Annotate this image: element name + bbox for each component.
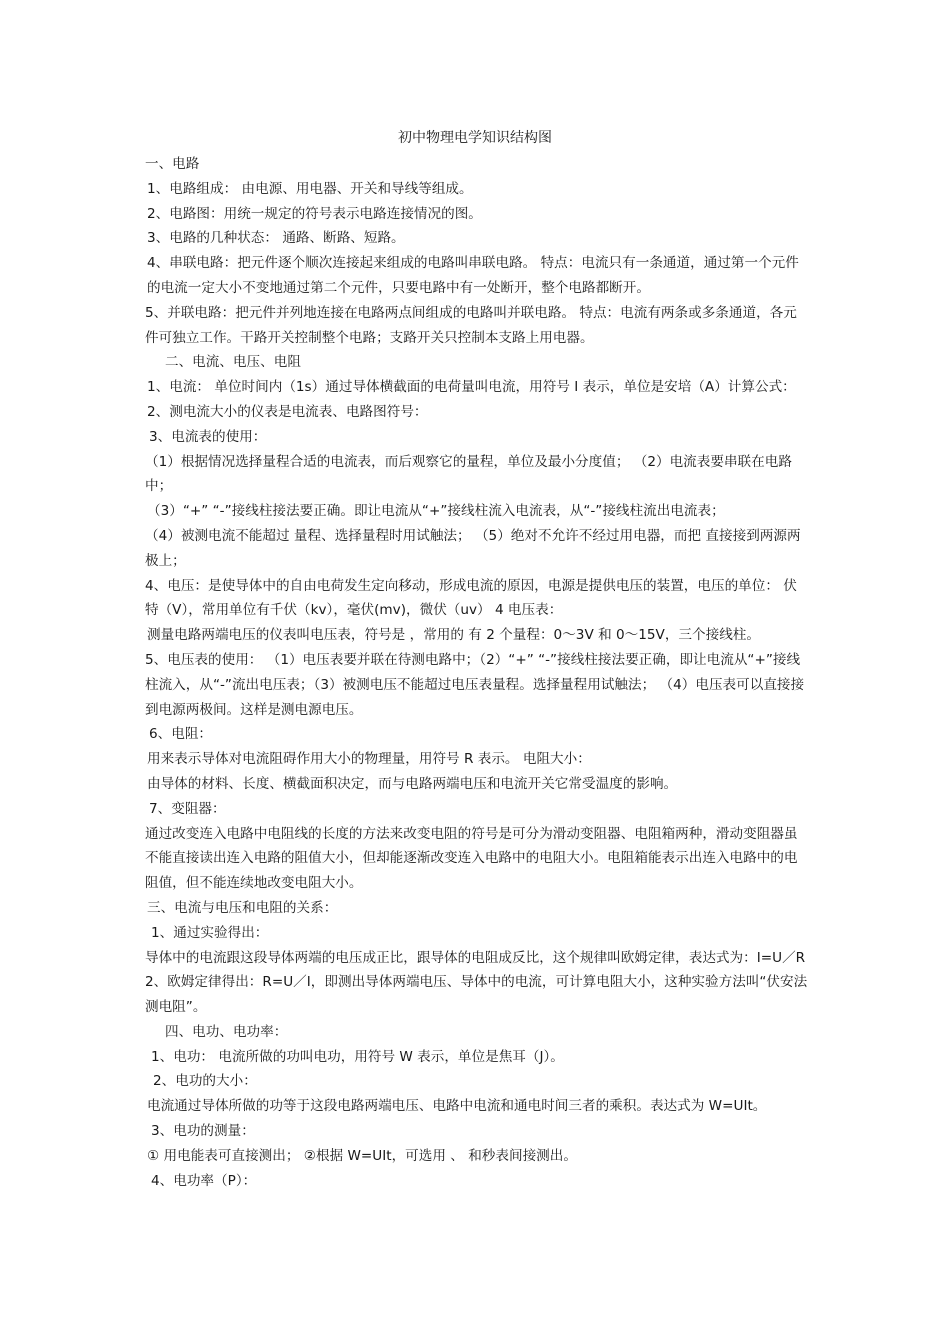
paragraph-line: 测量电路两端电压的仪表叫电压表，符号是 ，常用的 有 2 个量程：0～3V 和 0～15V，三个接线柱。: [147, 627, 760, 644]
paragraph-line: 由导体的材料、长度、横截面积决定，而与电路两端电压和电流开关它常受温度的影响。: [147, 775, 678, 792]
paragraph-line: 5、电压表的使用： （1）电压表要并联在待测电路中；（2）“+” “-”接线柱接法要正确，即让电流从“+”接线柱流入，从“-”流出电压表；（3）被测电压不能超过电压表量程。选择量程用试触法； （4）电压表可以直接接到电源两极间。这样是测电源电压。: [145, 651, 805, 718]
section-heading: 6、电阻：: [149, 726, 213, 743]
paragraph-line: 4、串联电路：把元件逐个顺次连接起来组成的电路叫串联电路。 特点：电流只有一条通道，通过第一个元件的电流一定大小不变地通过第二个元件，只要电路中有一处断开，整个电路都断开。: [147, 255, 799, 296]
section-heading: 四、电功、电功率：: [165, 1023, 288, 1040]
paragraph-line: （3）“+” “-”接线柱接法要正确。即让电流从“+”接线柱流入电流表，从“-”接线柱流出电流表；: [147, 503, 725, 520]
paragraph-line: 导体中的电流跟这段导体两端的电压成正比，跟导体的电阻成反比，这个规律叫欧姆定律，表达式为：I=U／R: [145, 949, 806, 966]
paragraph-line: 1、通过实验得出：: [151, 924, 269, 941]
paragraph-line: 2、电路图：用统一规定的符号表示电路连接情况的图。: [147, 205, 482, 222]
paragraph-line: 3、电流表的使用：: [149, 428, 267, 445]
paragraph-line: 通过改变连入电路中电阻线的长度的方法来改变电阻的符号是可分为滑动变阻器、电阻箱两种，滑动变阻器虽不能直接读出连入电路的阻值大小，但却能逐渐改变连入电路中的电阻大小。电阻箱能表示出连入电路中的电阻值，但不能连续地改变电阻大小。: [145, 825, 798, 892]
paragraph-line: （1）根据情况选择量程合适的电流表，而后观察它的量程，单位及最小分度值； （2）电流表要串联在电路中；: [145, 453, 792, 495]
document-body: [145, 152, 810, 1193]
paragraph-line: 1、电流： 单位时间内（1s）通过导体横截面的电荷量叫电流，用符号 I 表示，单位是安培（A）计算公式：: [147, 379, 796, 396]
section-heading: 7、变阻器：: [149, 800, 226, 817]
paragraph-line: 4、电压：是使导体中的自由电荷发生定向移动，形成电流的原因，电源是提供电压的装置，电压的单位： 伏特（V），常用单位有千伏（kv），毫伏(mv)，微伏（uv） 4 电压表：: [145, 577, 797, 619]
paragraph-line: 2、测电流大小的仪表是电流表、电路图符号：: [147, 403, 428, 420]
paragraph-line: ① 用电能表可直接测出； ②根据 W=UIt，可选用 、 和秒表间接测出。: [147, 1147, 577, 1164]
paragraph-line: 2、欧姆定律得出：R=U／I，即测出导体两端电压、导体中的电流，可计算电阻大小，这种实验方法叫“伏安法测电阻”。: [145, 974, 808, 1016]
paragraph-line: 用来表示导体对电流阻碍作用大小的物理量，用符号 R 表示。 电阻大小：: [147, 751, 591, 768]
paragraph-line: 3、电路的几种状态： 通路、断路、短路。: [147, 230, 405, 247]
document-title: 初中物理电学知识结构图: [398, 130, 552, 146]
paragraph-line: 电流通过导体所做的功等于这段电路两端电压、电路中电流和通电时间三者的乘积。表达式为 W=UIt。: [147, 1098, 767, 1115]
section-heading: 三、电流与电压和电阻的关系：: [147, 899, 338, 916]
paragraph-line: 1、电路组成： 由电源、用电器、开关和导线等组成。: [147, 180, 473, 197]
paragraph-line: 2、电功的大小：: [153, 1073, 257, 1090]
paragraph-line: 4、电功率（P）：: [151, 1172, 257, 1189]
paragraph-line: 5、并联电路：把元件并列地连接在电路两点间组成的电路叫并联电路。 特点：电流有两条或多条通道，各元件可独立工作。干路开关控制整个电路；支路开关只控制本支路上用电器。: [145, 304, 797, 346]
paragraph-line: 3、电功的测量：: [151, 1123, 255, 1140]
paragraph-line: （4）被测电流不能超过 量程、选择量程时用试触法； （5）绝对不允许不经过用电器，而把 直接接到两源两极上；: [145, 527, 801, 569]
section-heading: 一、电路: [145, 156, 200, 172]
paragraph-line: 1、电功： 电流所做的功叫电功，用符号 W 表示，单位是焦耳（J）。: [151, 1048, 564, 1065]
section-heading: 二、电流、电压、电阻: [165, 354, 301, 371]
